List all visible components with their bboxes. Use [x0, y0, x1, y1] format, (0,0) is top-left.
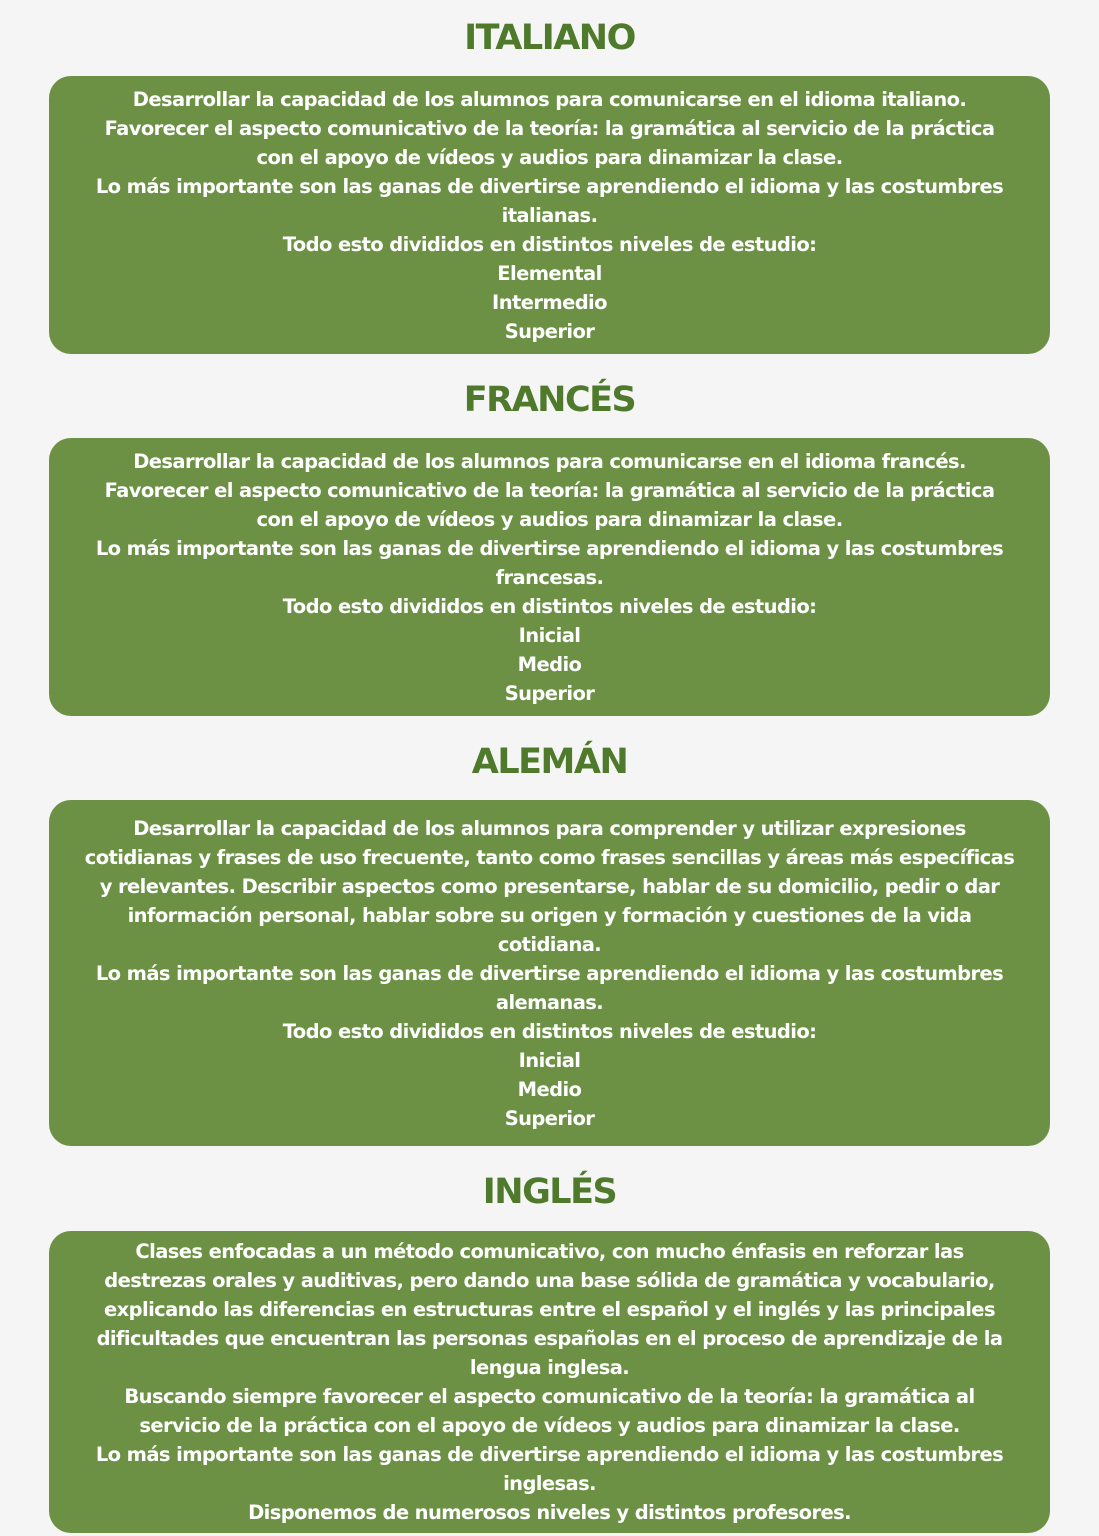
level-item: Intermedio: [492, 290, 607, 314]
card-line: y relevantes. Describir aspectos como presentarse, hablar de su domicilio, pedir o dar: [99, 874, 1000, 898]
card-line: Lo más importante son las ganas de divertirse aprendiendo el idioma y las costumbres: [95, 536, 1004, 560]
card-line: Lo más importante son las ganas de divertirse aprendiendo el idioma y las costumbres: [95, 1443, 1004, 1466]
card-line: alemanas.: [495, 990, 604, 1014]
level-item: Superior: [504, 681, 595, 705]
card-line: Todo esto divididos en distintos niveles de estudio:: [282, 594, 817, 618]
card-line: lengua inglesa.: [469, 1356, 630, 1379]
section-title-frances: FRANCÉS: [463, 380, 636, 420]
card-aleman: [49, 800, 1050, 1146]
card-line: Buscando siempre favorecer el aspecto comunicativo de la teoría: la gramática al: [124, 1385, 975, 1408]
card-line: inglesas.: [503, 1472, 596, 1495]
section-title-italiano: ITALIANO: [464, 18, 635, 58]
level-item: Inicial: [518, 623, 581, 647]
card-italiano: [49, 76, 1050, 354]
level-item: Superior: [504, 1106, 595, 1130]
card-line: destrezas orales y auditivas, pero dando una base sólida de gramática y vocabulario,: [104, 1269, 995, 1292]
card-line: cotidiana.: [497, 932, 602, 956]
card-line: francesas.: [495, 565, 604, 589]
section-title-ingles: INGLÉS: [482, 1172, 617, 1212]
level-item: Medio: [517, 1077, 582, 1101]
card-line: información personal, hablar sobre su origen y formación y cuestiones de la vida: [127, 903, 972, 927]
level-item: Medio: [517, 652, 582, 676]
card-line: Disponemos de numerosos niveles y distintos profesores.: [248, 1501, 851, 1524]
level-item: Superior: [504, 319, 595, 343]
card-line: dificultades que encuentran las personas españolas en el proceso de aprendizaje de la: [96, 1327, 1003, 1350]
card-frances: [49, 438, 1050, 716]
card-line: Favorecer el aspecto comunicativo de la teoría: la gramática al servicio de la práctica: [104, 116, 995, 140]
card-line: Todo esto divididos en distintos niveles de estudio:: [282, 232, 817, 256]
card-line: Clases enfocadas a un método comunicativo, con mucho énfasis en reforzar las: [135, 1240, 964, 1263]
card-line: cotidianas y frases de uso frecuente, tanto como frases sencillas y áreas más específicas: [84, 845, 1015, 869]
card-line: Desarrollar la capacidad de los alumnos para comprender y utilizar expresiones: [133, 816, 966, 840]
card-line: explicando las diferencias en estructuras entre el español y el inglés y las principales: [104, 1298, 995, 1321]
card-line: Lo más importante son las ganas de divertirse aprendiendo el idioma y las costumbres: [95, 174, 1004, 198]
level-item: Elemental: [497, 261, 602, 285]
card-line: Favorecer el aspecto comunicativo de la teoría: la gramática al servicio de la práctica: [104, 478, 995, 502]
card-line: Todo esto divididos en distintos niveles de estudio:: [282, 1019, 817, 1043]
card-line: Lo más importante son las ganas de divertirse aprendiendo el idioma y las costumbres: [95, 961, 1004, 985]
card-line: italianas.: [501, 203, 598, 227]
card-line: con el apoyo de vídeos y audios para dinamizar la clase.: [256, 145, 843, 169]
section-title-aleman: ALEMÁN: [471, 742, 628, 782]
card-line: Desarrollar la capacidad de los alumnos para comunicarse en el idioma italiano.: [132, 87, 967, 111]
card-line: con el apoyo de vídeos y audios para dinamizar la clase.: [256, 507, 843, 531]
card-line: servicio de la práctica con el apoyo de vídeos y audios para dinamizar la clase.: [139, 1414, 960, 1437]
card-line: Desarrollar la capacidad de los alumnos para comunicarse en el idioma francés.: [133, 449, 966, 473]
level-item: Inicial: [518, 1048, 581, 1072]
card-ingles: [49, 1231, 1050, 1533]
